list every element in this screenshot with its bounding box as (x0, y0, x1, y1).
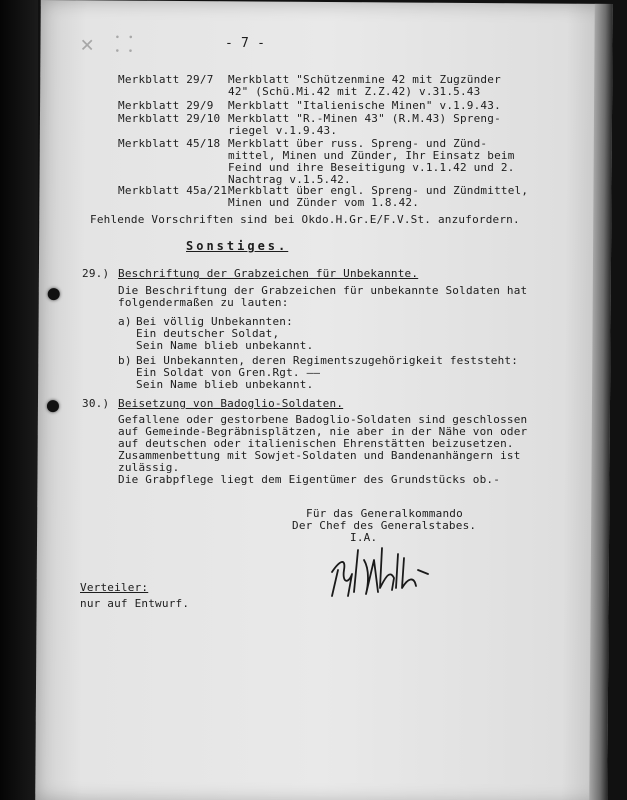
merkblatt-ref: Merkblatt 29/10 (118, 112, 221, 125)
item-number: 29.) (82, 267, 110, 280)
merkblatt-ref: Merkblatt 45/18 (118, 137, 221, 150)
distribution-label: Verteiler: (80, 581, 149, 594)
merkblatt-text: Merkblatt über engl. Spreng- und Zündmittel, (228, 184, 529, 197)
scan-left-border (0, 0, 38, 800)
closing-line: I.A. (350, 531, 378, 544)
merkblatt-text: 42" (Schü.Mi.42 mit Z.Z.42) v.31.5.43 (228, 85, 481, 98)
item-text: auf deutschen oder italienischen Ehrenstätten beizusetzen. (118, 437, 514, 450)
item-title: Beisetzung von Badoglio-Soldaten. (118, 397, 344, 410)
merkblatt-text: Merkblatt "Italienische Minen" v.1.9.43. (228, 99, 501, 112)
sub-item-text: Ein deutscher Soldat, (136, 327, 280, 340)
item-text: zulässig. (118, 461, 180, 474)
sub-item-text: Ein Soldat von Gren.Rgt. —— (136, 366, 321, 379)
merkblatt-text: Feind und ihre Beseitigung v.1.1.42 und 2. (228, 161, 515, 174)
punch-hole-top (48, 288, 60, 300)
section-heading: Sonstiges. (186, 239, 289, 253)
merkblatt-text: Nachtrag v.1.5.42. (228, 173, 351, 186)
item-number: 30.) (82, 397, 110, 410)
page-number: - 7 - (225, 36, 266, 51)
merkblatt-ref: Merkblatt 29/9 (118, 99, 214, 112)
merkblatt-text: Merkblatt über russ. Spreng- und Zünd- (228, 137, 488, 150)
sub-item-label: b) (118, 354, 132, 367)
sub-item-text: Bei Unbekannten, deren Regimentszugehörigkeit feststeht: (136, 354, 519, 367)
sub-item-text: Bei völlig Unbekannten: (136, 315, 293, 328)
merkblatt-text: Merkblatt "R.-Minen 43" (R.M.43) Spreng- (228, 112, 501, 125)
paper-right-edge (589, 4, 613, 800)
merkblatt-text: Minen und Zünder vom 1.8.42. (228, 196, 420, 209)
sub-item-label: a) (118, 315, 132, 328)
item-text: auf Gemeinde-Begräbnisplätzen, nie aber in der Nähe von oder (118, 425, 528, 438)
missing-regulations-note: Fehlende Vorschriften sind bei Okdo.H.Gr.E/F.V.St. anzufordern. (90, 213, 520, 226)
handwritten-signature (318, 530, 448, 600)
sub-item-text: Sein Name blieb unbekannt. (136, 378, 314, 391)
punch-hole-bottom (47, 400, 59, 412)
item-text: Die Beschriftung der Grabzeichen für unbekannte Soldaten hat (118, 284, 528, 297)
item-title: Beschriftung der Grabzeichen für Unbekannte. (118, 267, 419, 280)
merkblatt-text: Merkblatt "Schützenmine 42 mit Zugzünder (228, 73, 501, 86)
item-text: Gefallene oder gestorbene Badoglio-Soldaten sind geschlossen (118, 413, 528, 426)
stamp-mark: ✕ ⸬ (80, 32, 138, 58)
merkblatt-ref: Merkblatt 45a/21 (118, 184, 228, 197)
item-text: Zusammenbettung mit Sowjet-Soldaten und Bandenanhängern ist (118, 449, 521, 462)
item-text: Die Grabpflege liegt dem Eigentümer des Grundstücks ob.- (118, 473, 501, 486)
merkblatt-text: mittel, Minen und Zünder, Ihr Einsatz beim (228, 149, 515, 162)
item-text: folgendermaßen zu lauten: (118, 296, 289, 309)
sub-item-text: Sein Name blieb unbekannt. (136, 339, 314, 352)
merkblatt-ref: Merkblatt 29/7 (118, 73, 214, 86)
closing-line: Der Chef des Generalstabes. (292, 519, 477, 532)
closing-line: Für das Generalkommando (306, 507, 463, 520)
distribution-text: nur auf Entwurf. (80, 597, 190, 610)
merkblatt-text: riegel v.1.9.43. (228, 124, 338, 137)
